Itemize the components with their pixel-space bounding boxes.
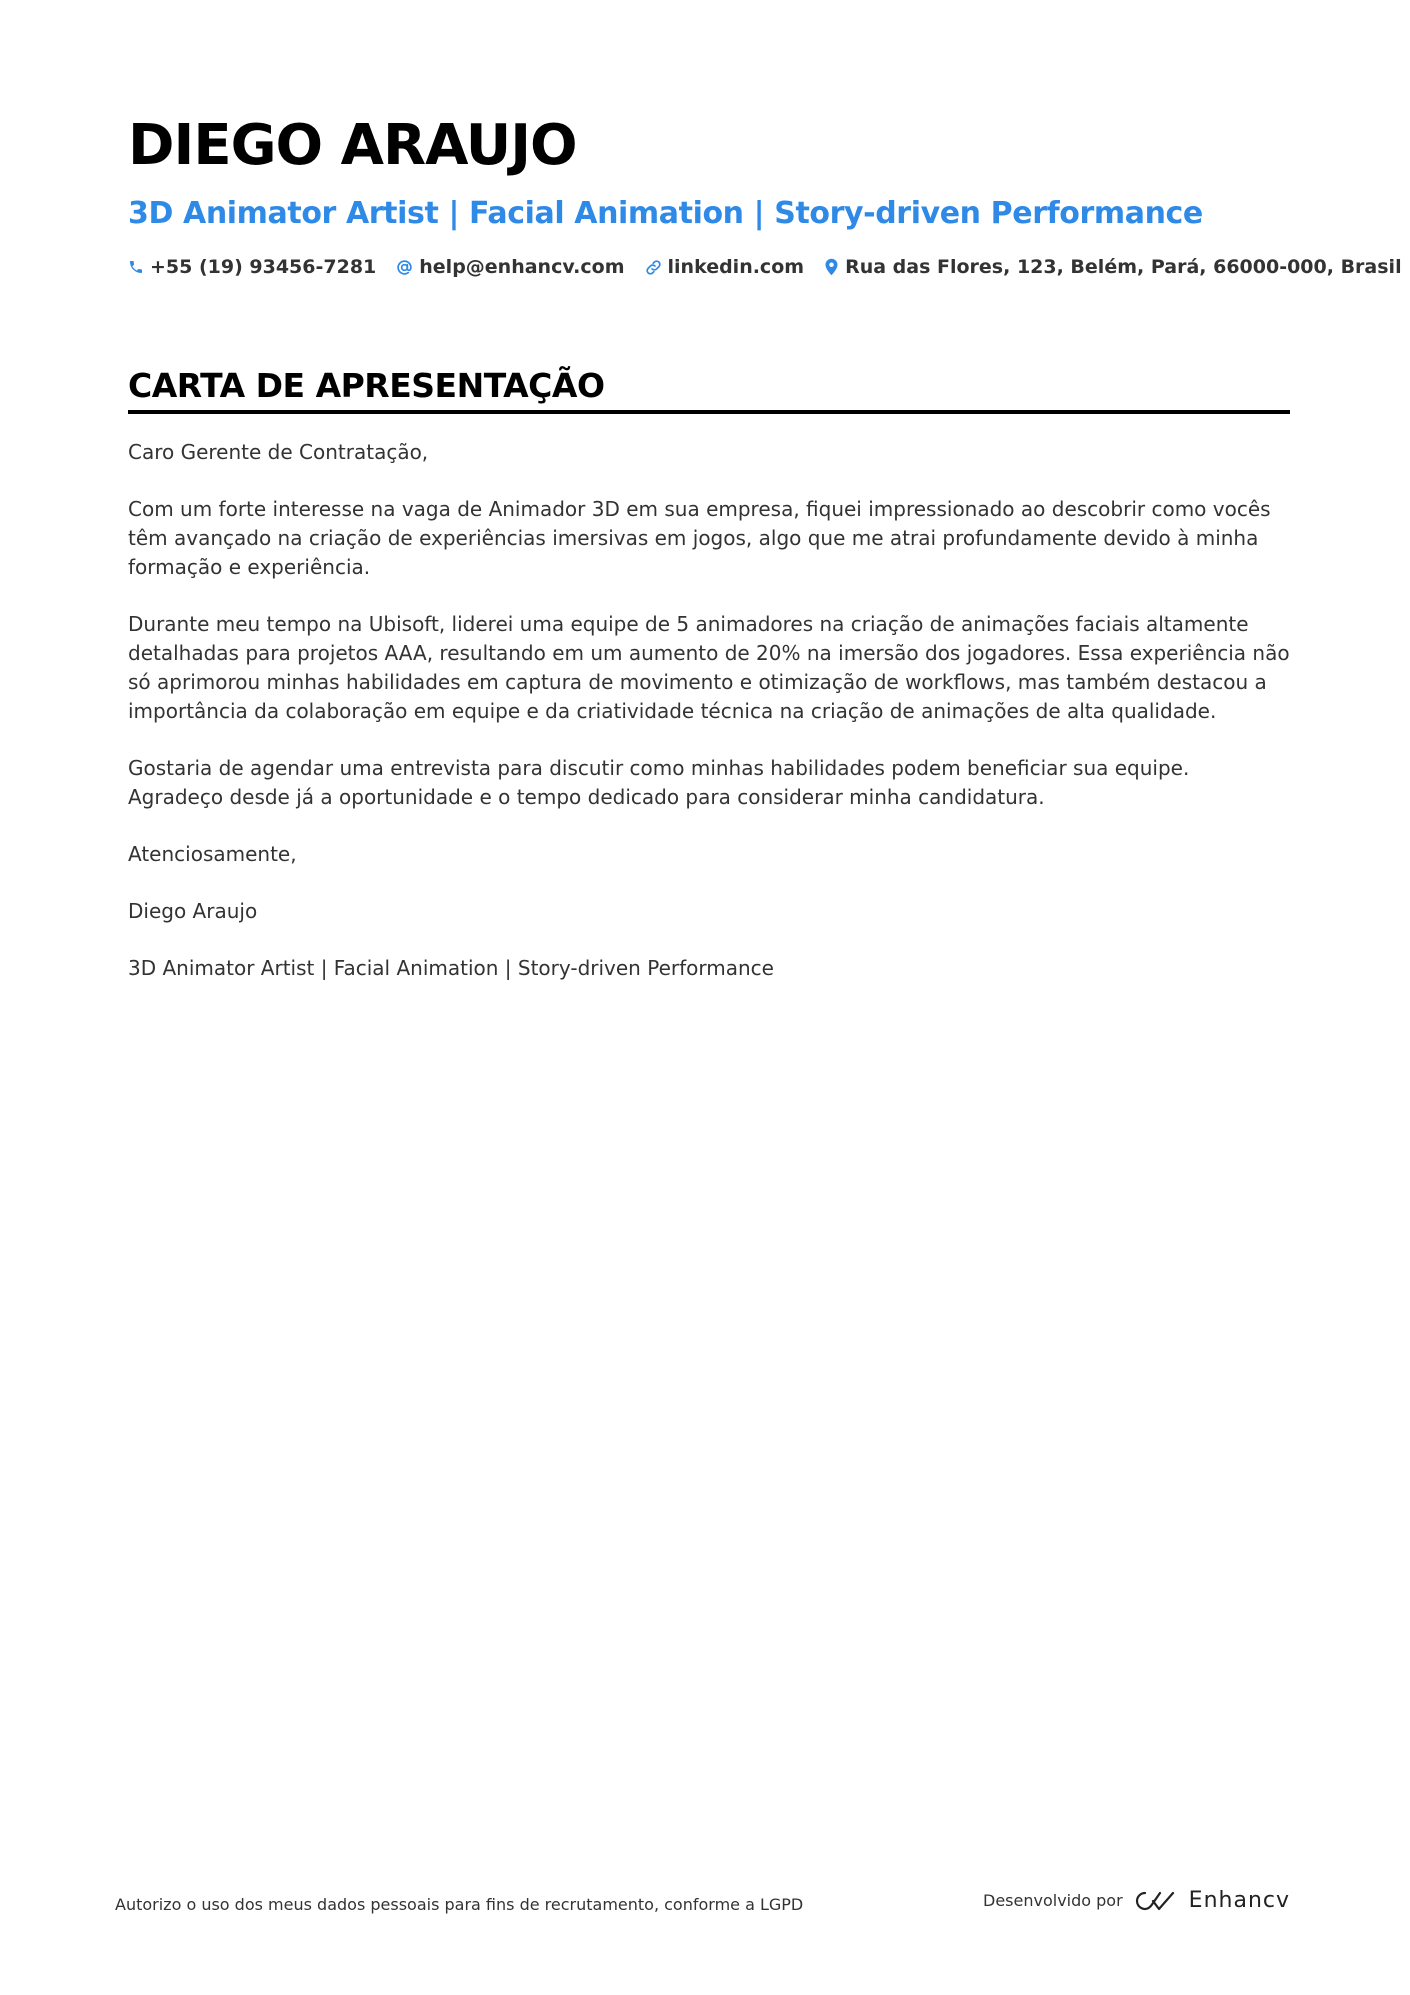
link-icon <box>645 259 662 276</box>
letter-greeting: Caro Gerente de Contratação, <box>128 440 429 464</box>
linkedin-text: linkedin.com <box>667 256 805 278</box>
at-icon <box>396 259 413 276</box>
contact-address <box>824 254 1402 280</box>
letter-paragraph: Gostaria de agendar uma entrevista para discutir como minhas habilidades podem beneficiar sua equipe. Agradeço desde já a oportunidade e o tempo dedicado para considerar minha candidatura. <box>128 756 1190 809</box>
location-pin-icon <box>824 258 839 276</box>
email-text: help@enhancv.com <box>419 256 625 278</box>
letter-signature-title: 3D Animator Artist | Facial Animation | Story-driven Performance <box>128 956 774 980</box>
letter-signature: Diego Araujo <box>128 899 258 923</box>
section-divider <box>128 410 1290 414</box>
candidate-headline: 3D Animator Artist | Facial Animation | Story-driven Performance <box>128 196 1203 231</box>
phone-text: +55 (19) 93456-7281 <box>150 256 377 278</box>
letter-closing: Atenciosamente, <box>128 842 297 866</box>
letter-paragraph: Com um forte interesse na vaga de Animador 3D em sua empresa, fiquei impressionado ao descobrir como vocês têm avançado na criação de experiências imersivas em jogos, algo que me atrai profundamente devido à minha formação e experiência. <box>128 497 1271 579</box>
address-text: Rua das Flores, 123, Belém, Pará, 66000-000, Brasil <box>845 256 1402 278</box>
contact-linkedin[interactable] <box>645 254 805 280</box>
enhancv-brand-text: Enhancv <box>1188 1888 1290 1913</box>
cover-letter-page <box>128 108 1402 1011</box>
consent-note: Autorizo o uso dos meus dados pessoais para fins de recrutamento, conforme a LGPD <box>115 1895 804 1914</box>
contact-email[interactable] <box>396 254 624 280</box>
enhancv-logo-icon <box>1133 1889 1179 1913</box>
phone-icon <box>128 259 144 275</box>
section-title: CARTA DE APRESENTAÇÃO <box>128 366 605 405</box>
contact-info <box>128 254 1402 280</box>
letter-body <box>128 438 1290 983</box>
powered-by[interactable] <box>983 1888 1290 1913</box>
candidate-name: DIEGO ARAUJO <box>128 113 577 178</box>
contact-phone <box>128 254 376 280</box>
letter-paragraph: Durante meu tempo na Ubisoft, liderei uma equipe de 5 animadores na criação de animações faciais altamente detalhadas para projetos AAA, resultando em um aumento de 20% na imersão dos jogadores. Essa experiência não só aprimorou minhas habilidades em captura de movimento e otimização de workflows, mas também destacou a importância da colaboração em equipe e da criatividade técnica na criação de animações de alta qualidade. <box>128 612 1290 723</box>
powered-by-label: Desenvolvido por <box>983 1891 1123 1910</box>
